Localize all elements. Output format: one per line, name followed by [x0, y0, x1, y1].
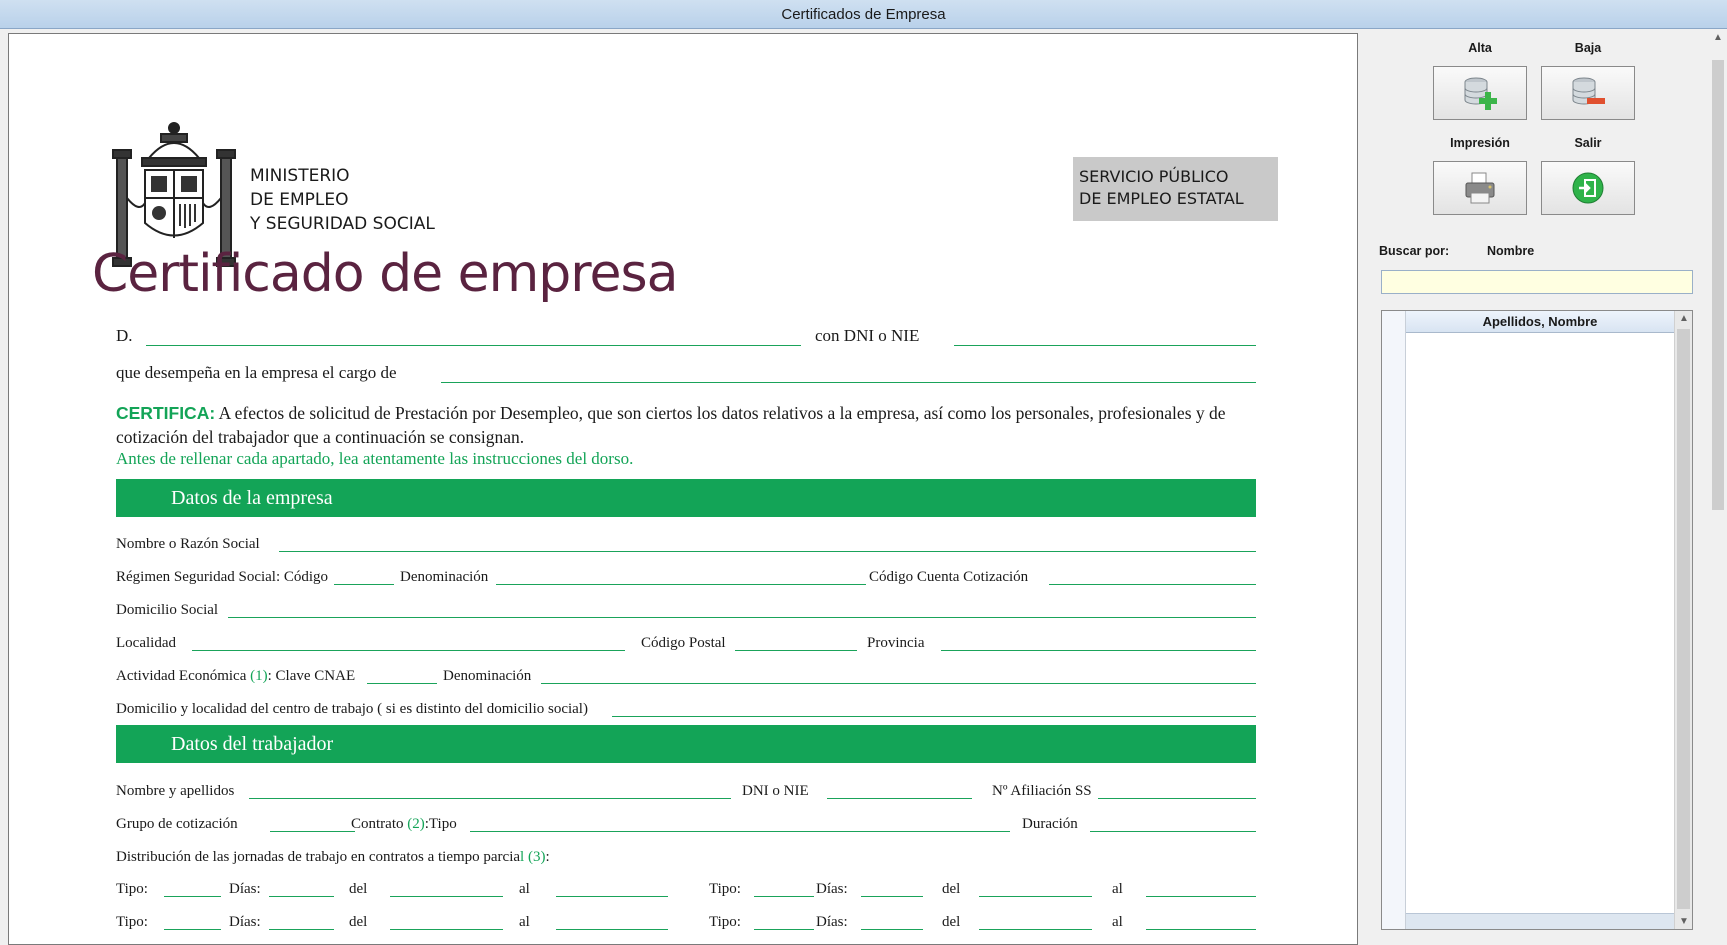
distribucion-colon: : [545, 849, 550, 865]
field-tipo-r2b[interactable] [754, 929, 814, 930]
database-remove-icon [1568, 75, 1608, 111]
certifica-paragraph [116, 401, 1266, 449]
actividad-ref: (1) [250, 668, 268, 684]
field-dias-r1a[interactable] [269, 896, 334, 897]
salir-button[interactable] [1541, 161, 1635, 215]
field-nombre-razon-line[interactable] [279, 551, 1256, 552]
employees-grid[interactable] [1381, 310, 1693, 930]
label-dias-r2a: Días: [229, 914, 261, 930]
field-cnae-line[interactable] [367, 683, 437, 684]
label-distribucion [116, 849, 550, 866]
baja-label: Baja [1574, 41, 1602, 55]
exit-icon [1571, 171, 1605, 205]
label-centro: Domicilio y localidad del centro de trabajo ( si es distinto del domicilio social) [116, 701, 588, 717]
label-al-r1a: al [519, 881, 530, 897]
label-dias-r1b: Días: [816, 881, 848, 897]
field-dias-r2b[interactable] [861, 929, 923, 930]
label-afiliacion: Nº Afiliación SS [992, 783, 1092, 799]
field-afiliacion-line[interactable] [1098, 798, 1256, 799]
window-titlebar [0, 0, 1727, 29]
field-tipo-r1a[interactable] [164, 896, 221, 897]
label-nombre-apellidos: Nombre y apellidos [116, 783, 235, 799]
section-empresa-header: Datos de la empresa [116, 479, 1256, 517]
distribucion-ref: (3) [524, 849, 546, 865]
label-ccc: Código Cuenta Cotización [869, 569, 1029, 585]
label-al-r2a: al [519, 914, 530, 930]
field-nombre-apellidos-line[interactable] [249, 798, 731, 799]
label-distribucion-text: Distribución de las jornadas de trabajo en contratos a tiempo parcia [116, 849, 521, 865]
label-duracion: Duración [1022, 816, 1078, 832]
field-del-r2a[interactable] [390, 929, 503, 930]
label-regimen: Régimen Seguridad Social: Código [116, 569, 329, 585]
section-trabajador-header: Datos del trabajador [116, 725, 1256, 763]
label-al-r1b: al [1112, 881, 1123, 897]
grid-row-header [1382, 311, 1406, 929]
label-dni-trabajador: DNI o NIE [742, 783, 809, 799]
window-scroll-thumb[interactable] [1712, 60, 1724, 510]
field-del-r1b[interactable] [979, 896, 1092, 897]
window-scroll-up-icon[interactable]: ▲ [1713, 32, 1723, 43]
label-cp: Código Postal [641, 635, 726, 651]
field-ccc-line[interactable] [1049, 584, 1256, 585]
grid-vertical-scrollbar[interactable] [1674, 311, 1692, 929]
database-add-icon [1460, 75, 1500, 111]
field-del-r2b[interactable] [979, 929, 1092, 930]
field-regimen-line[interactable] [334, 584, 394, 585]
impresion-label: Impresión [1450, 136, 1510, 150]
label-denominacion-2: Denominación [443, 668, 532, 684]
certifica-label: CERTIFICA: [116, 403, 216, 423]
field-dni-line[interactable] [954, 345, 1256, 346]
label-contrato [351, 816, 457, 833]
label-provincia: Provincia [867, 635, 925, 651]
label-cnae: : Clave CNAE [267, 668, 356, 684]
label-localidad: Localidad [116, 635, 176, 651]
sepe-box [1073, 157, 1278, 221]
printer-icon [1462, 171, 1498, 205]
alta-label: Alta [1468, 41, 1492, 55]
field-denominacion-line[interactable] [496, 584, 866, 585]
label-del-r1b: del [942, 881, 961, 897]
field-d-line[interactable] [146, 345, 801, 346]
ministry-line-3: Y SEGURIDAD SOCIAL [250, 214, 435, 234]
label-cargo: que desempeña en la empresa el cargo de [116, 363, 397, 382]
baja-button[interactable] [1541, 66, 1635, 120]
salir-label: Salir [1574, 136, 1602, 150]
label-del-r2a: del [349, 914, 368, 930]
buscar-por-label: Buscar por: [1379, 244, 1450, 258]
contrato-ref: (2) [407, 816, 425, 832]
field-dni-trabajador-line[interactable] [827, 798, 972, 799]
field-localidad-line[interactable] [192, 650, 625, 651]
field-dias-r2a[interactable] [269, 929, 334, 930]
certificate-document [8, 33, 1358, 945]
impresion-button[interactable] [1433, 161, 1527, 215]
field-del-r1a[interactable] [390, 896, 503, 897]
buscar-campo-label: Nombre [1487, 244, 1535, 258]
label-tipo-r1a: Tipo: [116, 881, 148, 897]
field-tipo-r1b[interactable] [754, 896, 814, 897]
label-tipo-r2a: Tipo: [116, 914, 148, 930]
ministry-line-1: MINISTERIO [250, 166, 350, 186]
field-provincia-line[interactable] [941, 650, 1256, 651]
label-d: D. [116, 326, 133, 345]
label-actividad-text: Actividad Económica [116, 668, 251, 684]
instructions-note: Antes de rellenar cada apartado, lea atentamente las instrucciones del dorso. [116, 449, 634, 468]
field-tipo-r2a[interactable] [164, 929, 221, 930]
field-al-r1b[interactable] [1146, 896, 1256, 897]
window-vertical-scrollbar[interactable] [1709, 30, 1727, 945]
alta-button[interactable] [1433, 66, 1527, 120]
grid-column-header[interactable]: Apellidos, Nombre [1406, 311, 1674, 333]
label-dni: con DNI o NIE [815, 326, 920, 345]
sepe-line-2: DE EMPLEO ESTATAL [1079, 189, 1244, 208]
label-actividad [116, 668, 355, 685]
grid-scroll-down-icon[interactable]: ▼ [1679, 916, 1689, 927]
ministry-name [250, 164, 435, 236]
label-tipo: :Tipo [424, 816, 457, 832]
label-tipo-r2b: Tipo: [709, 914, 741, 930]
label-del-r1a: del [349, 881, 368, 897]
label-domicilio: Domicilio Social [116, 602, 219, 618]
field-centro-line[interactable] [612, 716, 1256, 717]
grid-scroll-thumb[interactable] [1677, 329, 1690, 909]
label-tipo-r1b: Tipo: [709, 881, 741, 897]
field-grupo-line[interactable] [270, 831, 355, 832]
document-title: Certificado de empresa [92, 244, 678, 304]
label-contrato-text: Contrato [351, 816, 408, 832]
label-dias-r1a: Días: [229, 881, 261, 897]
certifica-text: A efectos de solicitud de Prestación por Desempleo, que son ciertos los datos relativos a la empresa, así como los personales, profesionales y de cotización del trabajador que a continuación se consignan. [116, 403, 1226, 447]
field-denominacion-2-line[interactable] [541, 683, 1256, 684]
label-nombre-razon: Nombre o Razón Social [116, 536, 260, 552]
label-del-r2b: del [942, 914, 961, 930]
field-tipo-line[interactable] [470, 831, 1010, 832]
label-dias-r2b: Días: [816, 914, 848, 930]
field-al-r2b[interactable] [1146, 929, 1256, 930]
field-cp-line[interactable] [735, 650, 857, 651]
field-dias-r1b[interactable] [861, 896, 923, 897]
window-title: Certificados de Empresa [781, 6, 946, 23]
ministry-line-2: DE EMPLEO [250, 190, 349, 210]
label-denominacion: Denominación [400, 569, 489, 585]
label-grupo: Grupo de cotización [116, 816, 238, 832]
grid-scroll-up-icon[interactable]: ▲ [1679, 313, 1689, 324]
label-al-r2b: al [1112, 914, 1123, 930]
grid-horizontal-scrollbar[interactable] [1406, 913, 1674, 929]
search-input[interactable] [1381, 270, 1693, 294]
distribucion-l: l [520, 849, 525, 865]
field-cargo-line[interactable] [441, 382, 1256, 383]
field-al-r2a[interactable] [556, 929, 668, 930]
field-duracion-line[interactable] [1090, 831, 1256, 832]
field-domicilio-line[interactable] [228, 617, 1256, 618]
sepe-line-1: SERVICIO PÚBLICO [1079, 167, 1229, 186]
field-al-r1a[interactable] [556, 896, 668, 897]
